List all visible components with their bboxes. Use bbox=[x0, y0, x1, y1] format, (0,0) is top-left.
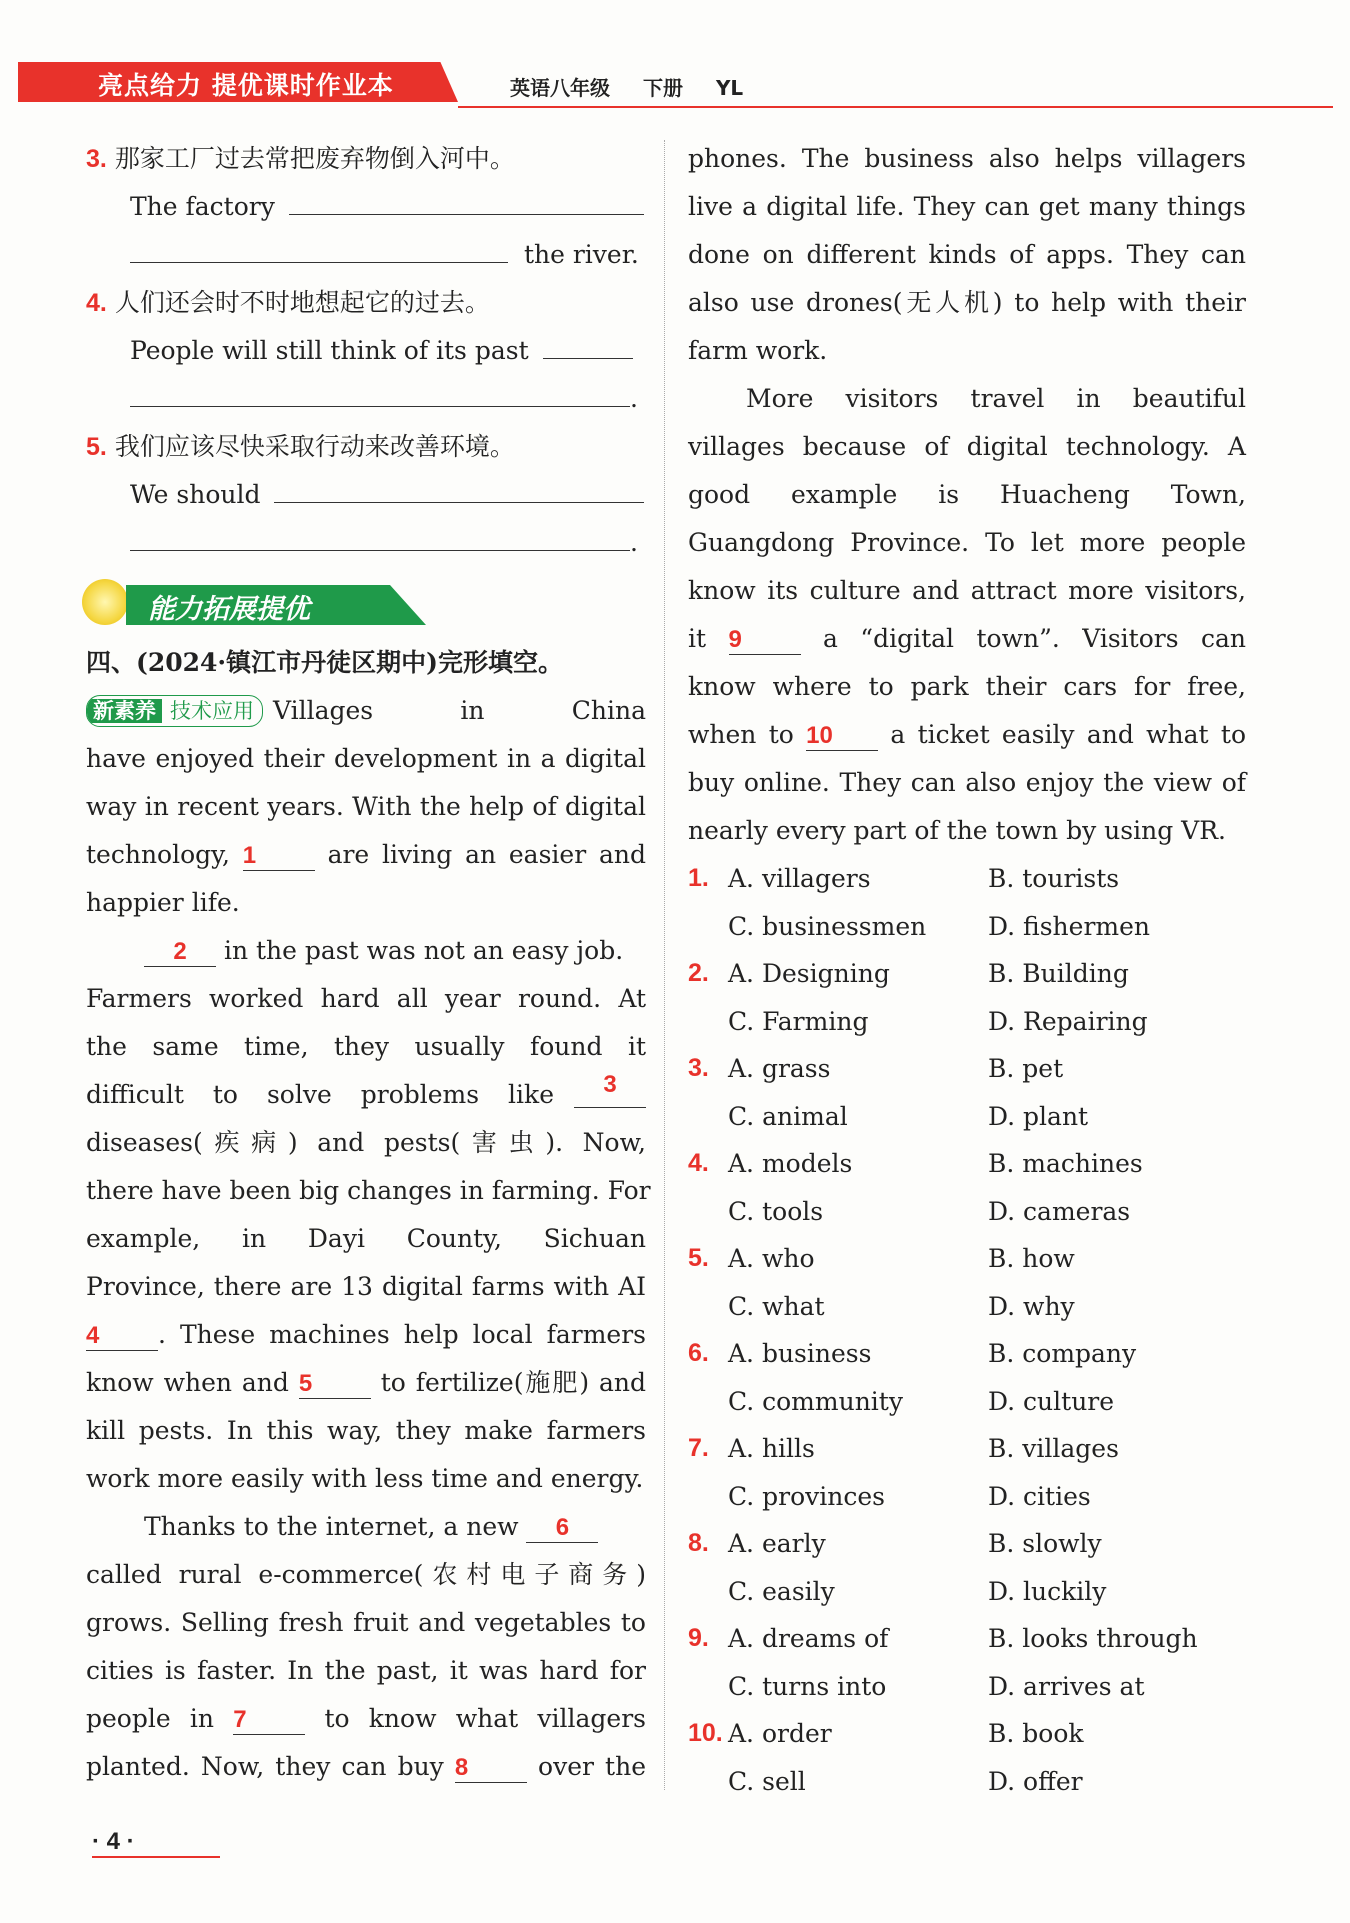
gap-5[interactable]: 5 bbox=[299, 1370, 371, 1399]
page-header bbox=[18, 58, 1333, 108]
option-b[interactable]: B. company bbox=[988, 1339, 1137, 1368]
answer-line bbox=[86, 519, 646, 567]
option-a[interactable]: A. early bbox=[728, 1529, 826, 1558]
passage-line: have enjoyed their development in a digital bbox=[86, 744, 646, 773]
option-a[interactable]: A. order bbox=[728, 1719, 832, 1748]
option-c[interactable]: C. community bbox=[728, 1386, 903, 1416]
option-row bbox=[688, 1568, 1246, 1616]
column-divider bbox=[664, 140, 665, 1790]
option-c[interactable]: C. tools bbox=[728, 1196, 824, 1226]
passage-line: buy online. They can also enjoy the view of bbox=[688, 768, 1246, 797]
option-d[interactable]: D. offer bbox=[988, 1766, 1083, 1796]
passage-line bbox=[86, 687, 646, 735]
option-c[interactable]: C. sell bbox=[728, 1766, 806, 1796]
passage-line bbox=[86, 1743, 646, 1791]
passage-line: example, in Dayi County, Sichuan bbox=[86, 1224, 646, 1253]
option-row bbox=[688, 1615, 1246, 1663]
option-d[interactable]: D. luckily bbox=[988, 1576, 1107, 1606]
answer-line bbox=[86, 183, 646, 231]
option-row bbox=[688, 1045, 1246, 1093]
option-row bbox=[688, 1330, 1246, 1378]
question-number: 5. bbox=[86, 433, 107, 461]
passage-line bbox=[86, 1503, 646, 1551]
passage-text: a ticket easily and what to bbox=[890, 720, 1246, 749]
option-row bbox=[688, 998, 1246, 1046]
option-c[interactable]: C. businessmen bbox=[728, 911, 927, 941]
option-c[interactable]: C. animal bbox=[728, 1101, 848, 1131]
passage-text: to know what villagers bbox=[324, 1704, 646, 1733]
volume-label: 下册 bbox=[642, 76, 683, 100]
passage-text: when to bbox=[688, 720, 794, 749]
passage-line: also use drones(无人机) to help with their bbox=[688, 288, 1246, 317]
option-b[interactable]: B. tourists bbox=[988, 864, 1120, 893]
option-row bbox=[688, 1188, 1246, 1236]
passage-text: difficult to solve problems like bbox=[86, 1080, 554, 1109]
option-b[interactable]: B. slowly bbox=[988, 1529, 1102, 1558]
passage-line: live a digital life. They can get many things bbox=[688, 192, 1246, 221]
answer-blank[interactable] bbox=[274, 472, 644, 503]
passage-text: planted. Now, they can buy bbox=[86, 1752, 444, 1781]
passage-line bbox=[688, 615, 1246, 663]
passage-text: technology, bbox=[86, 840, 230, 869]
page-number: · 4 · bbox=[92, 1828, 135, 1855]
question-4 bbox=[86, 279, 646, 327]
option-d[interactable]: D. why bbox=[988, 1291, 1075, 1321]
section-title: 四、(2024·镇江市丹徒区期中)完形填空。 bbox=[86, 648, 563, 677]
passage-line bbox=[86, 1071, 646, 1119]
option-number: 2. bbox=[688, 959, 709, 987]
option-d[interactable]: D. cameras bbox=[988, 1196, 1131, 1226]
option-a[interactable]: A. Designing bbox=[728, 959, 890, 988]
option-b[interactable]: B. machines bbox=[988, 1149, 1143, 1178]
option-b[interactable]: B. pet bbox=[988, 1054, 1064, 1083]
answer-tail: . bbox=[630, 528, 638, 557]
passage-line: Province, there are 13 digital farms with AI bbox=[86, 1272, 646, 1301]
option-d[interactable]: D. fishermen bbox=[988, 911, 1150, 941]
option-row bbox=[688, 1663, 1246, 1711]
passage-line: there have been big changes in farming. For bbox=[86, 1176, 651, 1205]
option-number: 5. bbox=[688, 1244, 709, 1272]
option-a[interactable]: A. business bbox=[728, 1339, 872, 1368]
option-number: 8. bbox=[688, 1529, 709, 1557]
option-row bbox=[688, 1093, 1246, 1141]
passage-line bbox=[86, 927, 646, 975]
answer-lead: People will still think of its past bbox=[130, 336, 529, 365]
passage-line: phones. The business also helps villagers bbox=[688, 144, 1246, 173]
option-b[interactable]: B. villages bbox=[988, 1434, 1119, 1463]
tag-primary: 新素养 bbox=[87, 699, 162, 723]
option-a[interactable]: A. grass bbox=[728, 1054, 831, 1083]
option-a[interactable]: A. dreams of bbox=[728, 1624, 889, 1653]
passage-text: to fertilize(施肥) and bbox=[380, 1368, 646, 1397]
option-number: 6. bbox=[688, 1339, 709, 1367]
answer-blank[interactable] bbox=[130, 520, 630, 551]
option-row bbox=[688, 950, 1246, 998]
question-number: 4. bbox=[86, 289, 107, 317]
passage-line bbox=[86, 831, 646, 879]
answer-tail: . bbox=[630, 384, 638, 413]
gap-6[interactable]: 6 bbox=[526, 1514, 598, 1543]
passage-line bbox=[86, 1311, 646, 1359]
passage-line bbox=[86, 1359, 646, 1407]
book-meta bbox=[510, 72, 769, 101]
lightbulb-icon bbox=[82, 579, 128, 625]
answer-blank[interactable] bbox=[543, 328, 633, 359]
answer-lead: The factory bbox=[130, 192, 275, 221]
option-d[interactable]: D. plant bbox=[988, 1101, 1089, 1131]
subject-label: 英语八年级 bbox=[510, 76, 610, 100]
passage-line: way in recent years. With the help of digital bbox=[86, 792, 646, 821]
passage-line: know its culture and attract more visitors, bbox=[688, 576, 1246, 605]
gap-9[interactable]: 9 bbox=[729, 626, 801, 655]
answer-blank[interactable] bbox=[130, 376, 630, 407]
tag-badge bbox=[86, 695, 263, 727]
passage-line: nearly every part of the town by using VR. bbox=[688, 816, 1226, 845]
question-chinese: 那家工厂过去常把废弃物倒入河中。 bbox=[114, 144, 515, 173]
answer-line bbox=[86, 471, 646, 519]
passage-line: grows. Selling fresh fruit and vegetables to bbox=[86, 1608, 646, 1637]
passage-line: work more easily with less time and energy. bbox=[86, 1464, 644, 1493]
option-c[interactable]: C. turns into bbox=[728, 1671, 887, 1701]
option-c[interactable]: C. provinces bbox=[728, 1481, 885, 1511]
passage-line: villages because of digital technology. A bbox=[688, 432, 1246, 461]
section-banner bbox=[82, 573, 646, 629]
left-column bbox=[86, 135, 651, 1791]
option-d[interactable]: D. cities bbox=[988, 1481, 1091, 1511]
passage-line: Farmers worked hard all year round. At bbox=[86, 984, 646, 1013]
passage-line bbox=[688, 711, 1246, 759]
gap-1[interactable]: 1 bbox=[243, 842, 315, 871]
gap-10[interactable]: 10 bbox=[806, 722, 878, 751]
passage-text: in the past was not an easy job. bbox=[223, 936, 624, 965]
option-b[interactable]: B. how bbox=[988, 1244, 1075, 1273]
option-number: 7. bbox=[688, 1434, 709, 1462]
passage-line: called rural e-commerce(农村电子商务) bbox=[86, 1560, 646, 1589]
option-c[interactable]: C. easily bbox=[728, 1576, 835, 1606]
option-a[interactable]: A. villagers bbox=[728, 864, 871, 893]
option-row bbox=[688, 1140, 1246, 1188]
option-a[interactable]: A. who bbox=[728, 1244, 815, 1273]
passage-line bbox=[86, 1695, 646, 1743]
option-d[interactable]: D. culture bbox=[988, 1386, 1115, 1416]
passage-text: it bbox=[688, 624, 707, 653]
passage-text: Thanks to the internet, a new bbox=[144, 1512, 519, 1541]
option-row bbox=[688, 1758, 1246, 1806]
option-b[interactable]: B. Building bbox=[988, 959, 1129, 988]
right-column bbox=[688, 135, 1246, 1805]
passage-text: people in bbox=[86, 1704, 214, 1733]
header-rule bbox=[458, 106, 1333, 108]
option-b[interactable]: B. looks through bbox=[988, 1624, 1198, 1653]
options-list bbox=[688, 855, 1246, 1805]
gap-2[interactable]: 2 bbox=[144, 938, 216, 967]
option-number: 4. bbox=[688, 1149, 709, 1177]
passage-text: . These machines help local farmers bbox=[158, 1320, 646, 1349]
option-row bbox=[688, 1235, 1246, 1283]
answer-line bbox=[86, 231, 646, 279]
passage-line: the same time, they usually found it bbox=[86, 1032, 646, 1061]
option-a[interactable]: A. models bbox=[728, 1149, 853, 1178]
option-row bbox=[688, 1283, 1246, 1331]
answer-blank[interactable] bbox=[289, 184, 644, 215]
gap-7[interactable]: 7 bbox=[233, 1706, 305, 1735]
option-b[interactable]: B. book bbox=[988, 1719, 1084, 1748]
question-3 bbox=[86, 135, 646, 183]
option-d[interactable]: D. arrives at bbox=[988, 1671, 1145, 1701]
question-chinese: 人们还会时不时地想起它的过去。 bbox=[114, 288, 490, 317]
gap-4[interactable]: 4 bbox=[86, 1322, 158, 1351]
passage-text: over the bbox=[538, 1752, 646, 1781]
passage-line: farm work. bbox=[688, 336, 828, 365]
passage-text: Villages in China bbox=[273, 696, 646, 725]
option-number: 10. bbox=[688, 1719, 723, 1747]
option-c[interactable]: C. Farming bbox=[728, 1006, 869, 1036]
option-a[interactable]: A. hills bbox=[728, 1434, 815, 1463]
answer-blank[interactable] bbox=[130, 232, 508, 263]
footer-rule bbox=[92, 1856, 220, 1858]
passage-line: More visitors travel in beautiful bbox=[746, 384, 1246, 413]
answer-lead: We should bbox=[130, 480, 261, 509]
book-title: 亮点给力 提优课时作业本 bbox=[98, 71, 394, 100]
option-number: 1. bbox=[688, 864, 709, 892]
tag-secondary: 技术应用 bbox=[170, 699, 254, 723]
option-row bbox=[688, 855, 1246, 903]
passage-line: Guangdong Province. To let more people bbox=[688, 528, 1246, 557]
gap-3[interactable]: 3 bbox=[574, 1071, 646, 1108]
option-c[interactable]: C. what bbox=[728, 1291, 825, 1321]
passage-line: happier life. bbox=[86, 888, 240, 917]
option-d[interactable]: D. Repairing bbox=[988, 1006, 1148, 1036]
passage-line: done on different kinds of apps. They can bbox=[688, 240, 1246, 269]
option-row bbox=[688, 1425, 1246, 1473]
question-5 bbox=[86, 423, 646, 471]
passage-line: good example is Huacheng Town, bbox=[688, 480, 1246, 509]
passage-text: a “digital town”. Visitors can bbox=[822, 624, 1246, 653]
passage-line: diseases(疾病) and pests(害虫). Now, bbox=[86, 1128, 646, 1157]
gap-8[interactable]: 8 bbox=[455, 1754, 527, 1783]
question-chinese: 我们应该尽快采取行动来改善环境。 bbox=[114, 432, 515, 461]
passage-text: know when and bbox=[86, 1368, 289, 1397]
answer-tail: the river. bbox=[523, 240, 639, 269]
passage-line: cities is faster. In the past, it was hard for bbox=[86, 1656, 646, 1685]
option-number: 9. bbox=[688, 1624, 709, 1652]
option-number: 3. bbox=[688, 1054, 709, 1082]
option-row bbox=[688, 1473, 1246, 1521]
banner-title: 能力拓展提优 bbox=[148, 594, 310, 625]
passage-line: know where to park their cars for free, bbox=[688, 672, 1246, 701]
option-row bbox=[688, 1520, 1246, 1568]
passage-text: are living an easier and bbox=[327, 840, 646, 869]
passage-line: kill pests. In this way, they make farmers bbox=[86, 1416, 646, 1445]
answer-line bbox=[86, 327, 646, 375]
answer-line bbox=[86, 375, 646, 423]
edition-label: YL bbox=[715, 76, 744, 100]
option-row bbox=[688, 1378, 1246, 1426]
option-row bbox=[688, 1710, 1246, 1758]
question-number: 3. bbox=[86, 145, 107, 173]
option-row bbox=[688, 903, 1246, 951]
